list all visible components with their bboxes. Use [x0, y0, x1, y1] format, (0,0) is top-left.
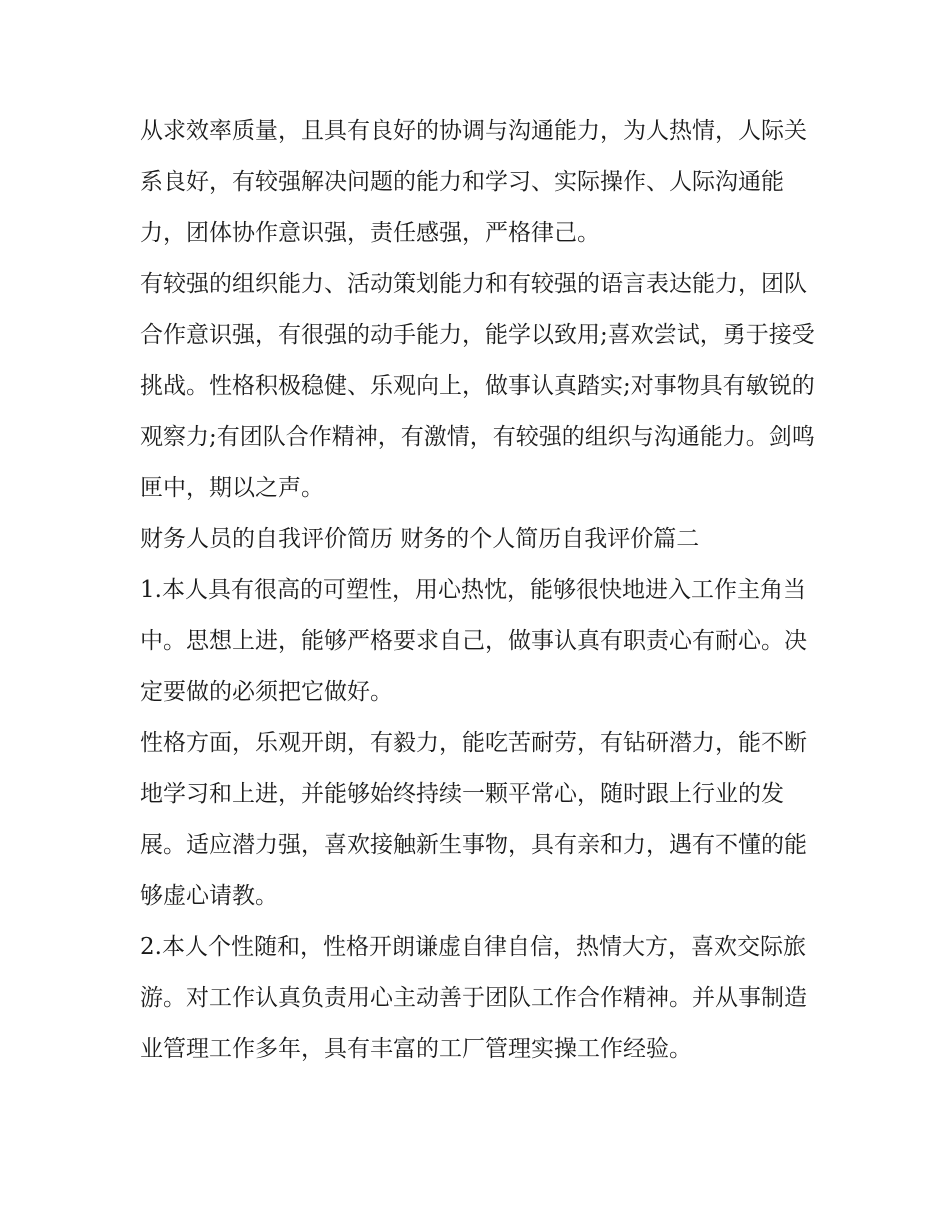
- paragraph-personality: 性格方面，乐观开朗，有毅力，能吃苦耐劳，有钻研潜力，能不断地学习和上进，并能够始终持续一颗平常心，随时跟上行业的发展。适应潜力强，喜欢接触新生事物，具有亲和力，遇有不懂的能够虚心请教。: [140, 730, 807, 909]
- paragraph-2: 有较强的组织能力、活动策划能力和有较强的语言表达能力，团队合作意识强，有很强的动手能力，能学以致用;喜欢尝试，勇于接受挑战。性格积极稳健、乐观向上，做事认真踏实;对事物具有敏锐的观察力;有团队合作精神，有激情，有较强的组织与沟通能力。剑鸣匣中，期以之声。: [140, 271, 815, 501]
- paragraph-item-1: 1.本人具有很高的可塑性，用心热忱，能够很快地进入工作主角当中。思想上进，能够严格要求自己，做事认真有职责心有耐心。决定要做的必须把它做好。: [140, 577, 807, 705]
- document-body: [140, 106, 820, 1075]
- section-heading: 财务人员的自我评价简历 财务的个人简历自我评价篇二: [140, 526, 700, 552]
- paragraph-1: 从求效率质量，且具有良好的协调与沟通能力，为人热情，人际关系良好，有较强解决问题的能力和学习、实际操作、人际沟通能力，团体协作意识强，责任感强，严格律己。: [140, 118, 807, 246]
- paragraph-item-2: 2.本人个性随和，性格开朗谦虚自律自信，热情大方，喜欢交际旅游。对工作认真负责用心主动善于团队工作合作精神。并从事制造业管理工作多年，具有丰富的工厂管理实操工作经验。: [140, 934, 807, 1062]
